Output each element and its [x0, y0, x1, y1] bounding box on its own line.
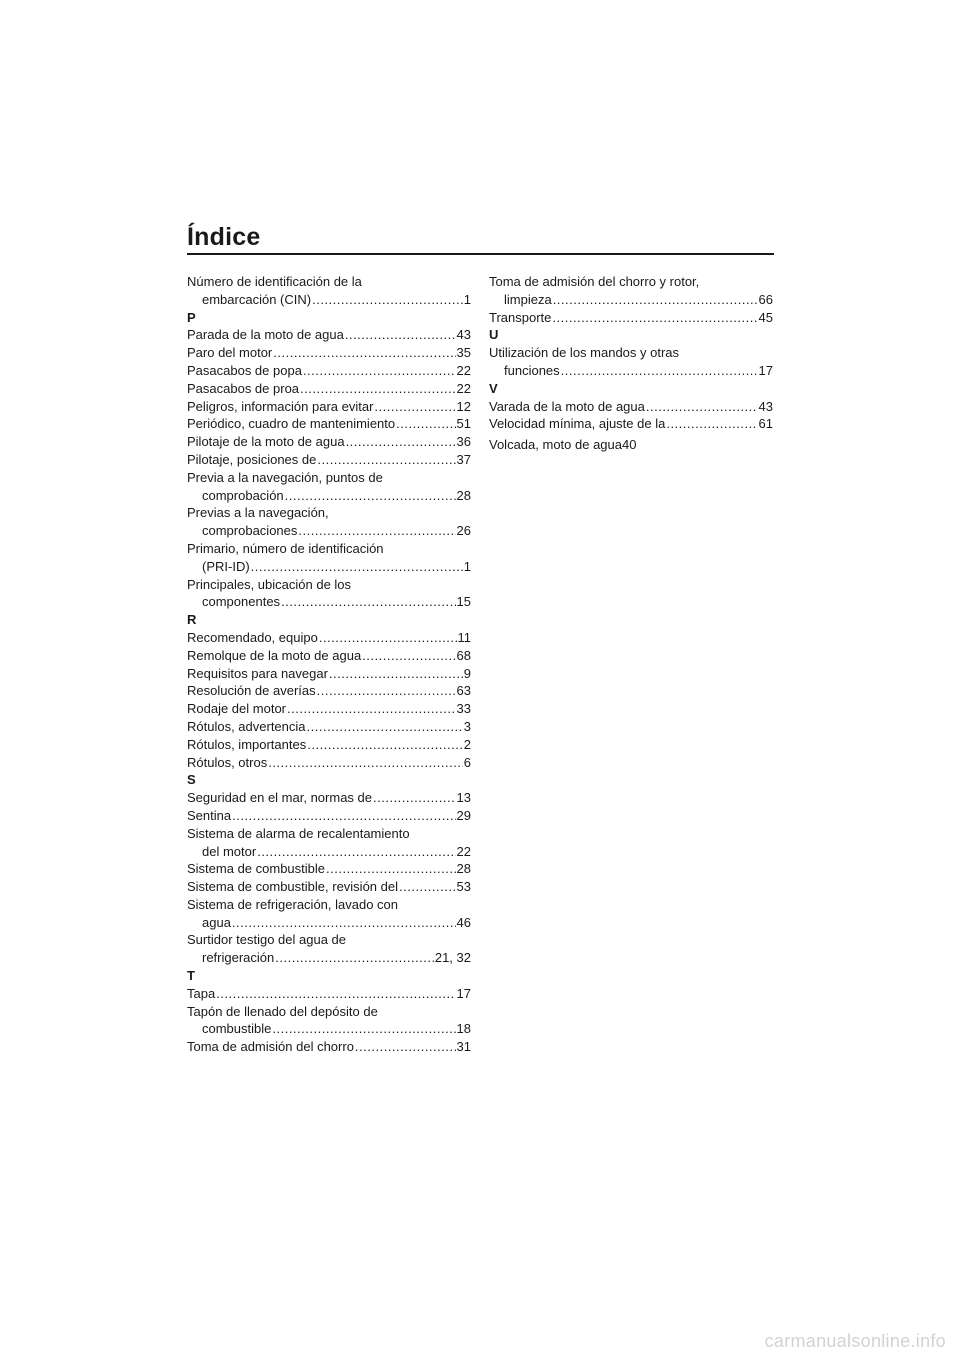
dot-leader: [300, 380, 456, 398]
index-entry: [489, 344, 773, 380]
index-entry: [187, 896, 471, 932]
index-page-number: 22: [456, 380, 471, 396]
index-entry: [187, 629, 471, 647]
dot-leader: [373, 789, 456, 807]
index-entry-text: comprobaciones: [202, 523, 298, 539]
index-page-number: 22: [456, 843, 471, 859]
index-entry: [187, 504, 471, 540]
index-page-number: 15: [456, 594, 471, 610]
index-entry-text: Sentina: [187, 807, 232, 823]
dot-leader: [287, 700, 456, 718]
index-page-number: 63: [456, 683, 471, 699]
index-entry-text: Rótulos, advertencia: [187, 718, 306, 734]
index-page-number: 11: [457, 629, 471, 645]
index-entry: [187, 825, 471, 861]
index-entry-text: Sistema de combustible: [187, 861, 326, 877]
index-entry-text: Tapa: [187, 985, 216, 1001]
dot-leader: [285, 487, 456, 505]
index-page-number: 3: [463, 718, 471, 734]
index-entry-text: agua: [202, 914, 231, 930]
dot-leader: [646, 398, 758, 416]
index-entry: [187, 398, 471, 416]
index-entry-text: Periódico, cuadro de mantenimiento: [187, 416, 396, 432]
index-entry-text: embarcación (CIN): [202, 291, 312, 307]
index-entry-text: Requisitos para navegar: [187, 665, 328, 681]
index-entry: [187, 647, 471, 665]
index-entry: [489, 436, 773, 454]
index-page-number: 13: [456, 790, 471, 806]
index-entry-text: Remolque de la moto de agua: [187, 647, 362, 663]
index-entry-text: combustible: [202, 1021, 272, 1037]
index-entry-text: Previas a la navegación,: [187, 505, 329, 521]
index-entry: [187, 362, 471, 380]
index-entry: [187, 540, 471, 576]
dot-leader: [232, 914, 456, 932]
index-entry: [187, 682, 471, 700]
index-entry-text: Tapón de llenado del depósito de: [187, 1003, 378, 1019]
dot-leader: [312, 291, 463, 309]
page-title: Índice: [187, 223, 261, 251]
index-page-number: 45: [758, 309, 773, 325]
index-entry-text: Rótulos, otros: [187, 754, 268, 770]
index-entry: [187, 860, 471, 878]
index-entry-text: Sistema de alarma de recalentamiento: [187, 825, 410, 841]
index-letter-heading: V: [489, 380, 498, 396]
index-entry-text: Volcada, moto de agua40: [489, 437, 637, 453]
dot-leader: [552, 309, 757, 327]
index-page-number: 35: [456, 345, 471, 361]
index-page-number: 22: [456, 362, 471, 378]
index-entry-text: Rodaje del motor: [187, 701, 286, 717]
index-entry: [187, 1003, 471, 1039]
index-page-number: 31: [456, 1039, 471, 1055]
dot-leader: [396, 415, 455, 433]
dot-leader: [257, 843, 455, 861]
dot-leader: [298, 522, 455, 540]
index-letter-heading: P: [187, 309, 196, 325]
index-entry: [187, 718, 471, 736]
index-letter-heading: S: [187, 772, 196, 788]
index-letter-heading: R: [187, 612, 197, 628]
index-page-number: 2: [463, 736, 471, 752]
dot-leader: [319, 629, 457, 647]
index-entry: [187, 878, 471, 896]
index-page-number: 17: [456, 985, 471, 1001]
index-entry-text: Velocidad mínima, ajuste de la: [489, 416, 666, 432]
index-entry-text: Previa a la navegación, puntos de: [187, 469, 383, 485]
index-entry-text: comprobación: [202, 487, 284, 503]
dot-leader: [268, 754, 463, 772]
dot-leader: [272, 1020, 455, 1038]
dot-leader: [273, 344, 455, 362]
dot-leader: [317, 682, 456, 700]
index-entry: [187, 576, 471, 612]
index-entry: [187, 789, 471, 807]
index-page-number: 17: [758, 362, 773, 378]
index-page-number: 28: [456, 487, 471, 503]
index-page-number: 26: [456, 523, 471, 539]
index-entry-text: Transporte: [489, 309, 552, 325]
index-entry: [489, 415, 773, 433]
index-page-number: 1: [463, 291, 471, 307]
index-entry-text: Toma de admisión del chorro y rotor,: [489, 274, 700, 289]
dot-leader: [307, 736, 463, 754]
index-page-number: 36: [456, 434, 471, 450]
dot-leader: [666, 415, 757, 433]
index-page-number: 53: [456, 879, 471, 895]
index-entry-text: Recomendado, equipo: [187, 629, 318, 645]
index-entry: [187, 985, 471, 1003]
index-letter-heading: U: [489, 327, 499, 343]
index-entry-text: Número de identificación de la: [187, 274, 362, 289]
index-entry-text: del motor: [202, 843, 257, 859]
index-entry-text: Pasacabos de popa: [187, 362, 302, 378]
index-entry-text: componentes: [202, 594, 281, 610]
index-page-number: 46: [456, 914, 471, 930]
dot-leader: [362, 647, 455, 665]
index-entry-text: Peligros, información para evitar: [187, 398, 374, 414]
index-page-number: 43: [758, 398, 773, 414]
index-entry: [187, 344, 471, 362]
index-entry: [187, 326, 471, 344]
index-letter-heading: T: [187, 968, 195, 984]
dot-leader: [303, 362, 456, 380]
dot-leader: [399, 878, 456, 896]
index-page-number: 6: [463, 754, 471, 770]
index-page-number: 1: [463, 558, 471, 574]
dot-leader: [275, 949, 434, 967]
index-page-number: 12: [456, 398, 471, 414]
dot-leader: [561, 362, 758, 380]
index-entry-text: funciones: [504, 362, 560, 378]
dot-leader: [216, 985, 455, 1003]
index-entry-text: Toma de admisión del chorro: [187, 1039, 354, 1055]
index-entry-text: Pilotaje, posiciones de: [187, 451, 317, 467]
index-page-number: 29: [456, 807, 471, 823]
index-entry: [187, 807, 471, 825]
index-entry-text: Seguridad en el mar, normas de: [187, 790, 372, 806]
index-entry: [187, 451, 471, 469]
index-entry-text: limpieza: [504, 291, 552, 307]
index-entry: [187, 1038, 471, 1056]
index-entry: [187, 665, 471, 683]
index-entry-text: Pasacabos de proa: [187, 380, 300, 396]
index-entry-text: refrigeración: [202, 950, 275, 966]
watermark: carmanualsonline.info: [764, 1331, 946, 1351]
dot-leader: [329, 665, 463, 683]
dot-leader: [317, 451, 455, 469]
index-entry-text: Varada de la moto de agua: [489, 398, 645, 414]
index-column-left: [187, 273, 471, 1056]
index-entry-text: Pilotaje de la moto de agua: [187, 434, 345, 450]
dot-leader: [251, 558, 463, 576]
index-page-number: 18: [456, 1021, 471, 1037]
index-page-number: 66: [758, 291, 773, 307]
index-entry: [187, 380, 471, 398]
index-page-number: 28: [456, 861, 471, 877]
index-page-number: 61: [758, 416, 773, 432]
index-entry: [489, 309, 773, 327]
dot-leader: [281, 593, 455, 611]
index-entry-text: Parada de la moto de agua: [187, 327, 344, 343]
dot-leader: [345, 326, 456, 344]
index-page-number: 9: [463, 665, 471, 681]
dot-leader: [355, 1038, 456, 1056]
title-rule: [187, 253, 774, 255]
dot-leader: [553, 291, 758, 309]
index-entry-text: Sistema de refrigeración, lavado con: [187, 896, 399, 912]
index-entry: [187, 433, 471, 451]
index-entry: [187, 931, 471, 967]
index-entry-text: Sistema de combustible, revisión del: [187, 879, 398, 895]
index-entry-text: Primario, número de identificación: [187, 540, 384, 556]
dot-leader: [346, 433, 456, 451]
index-entry: [187, 469, 471, 505]
index-entry-text: Rótulos, importantes: [187, 736, 307, 752]
index-entry-text: Resolución de averías: [187, 683, 316, 699]
index-entry: [187, 754, 471, 772]
index-entry-text: (PRI-ID): [202, 558, 250, 574]
dot-leader: [326, 860, 456, 878]
index-page-number: 43: [456, 327, 471, 343]
dot-leader: [307, 718, 463, 736]
dot-leader: [374, 398, 455, 416]
index-entry: [187, 700, 471, 718]
index-entry: [489, 273, 773, 309]
index-page-number: 68: [456, 647, 471, 663]
index-entry-text: Surtidor testigo del agua de: [187, 932, 346, 948]
index-column-right: [489, 273, 773, 454]
index-entry: [489, 398, 773, 416]
dot-leader: [232, 807, 455, 825]
index-entry-text: Paro del motor: [187, 345, 273, 361]
index-entry: [187, 415, 471, 433]
index-entry-text: Utilización de los mandos y otras: [489, 345, 680, 361]
index-entry-text: Principales, ubicación de los: [187, 576, 352, 592]
index-page-number: 33: [456, 701, 471, 717]
index-page-number: 51: [456, 416, 471, 432]
index-page-number: 21, 32: [434, 950, 471, 966]
index-page-number: 37: [456, 451, 471, 467]
index-entry: [187, 273, 471, 309]
index-entry: [187, 736, 471, 754]
